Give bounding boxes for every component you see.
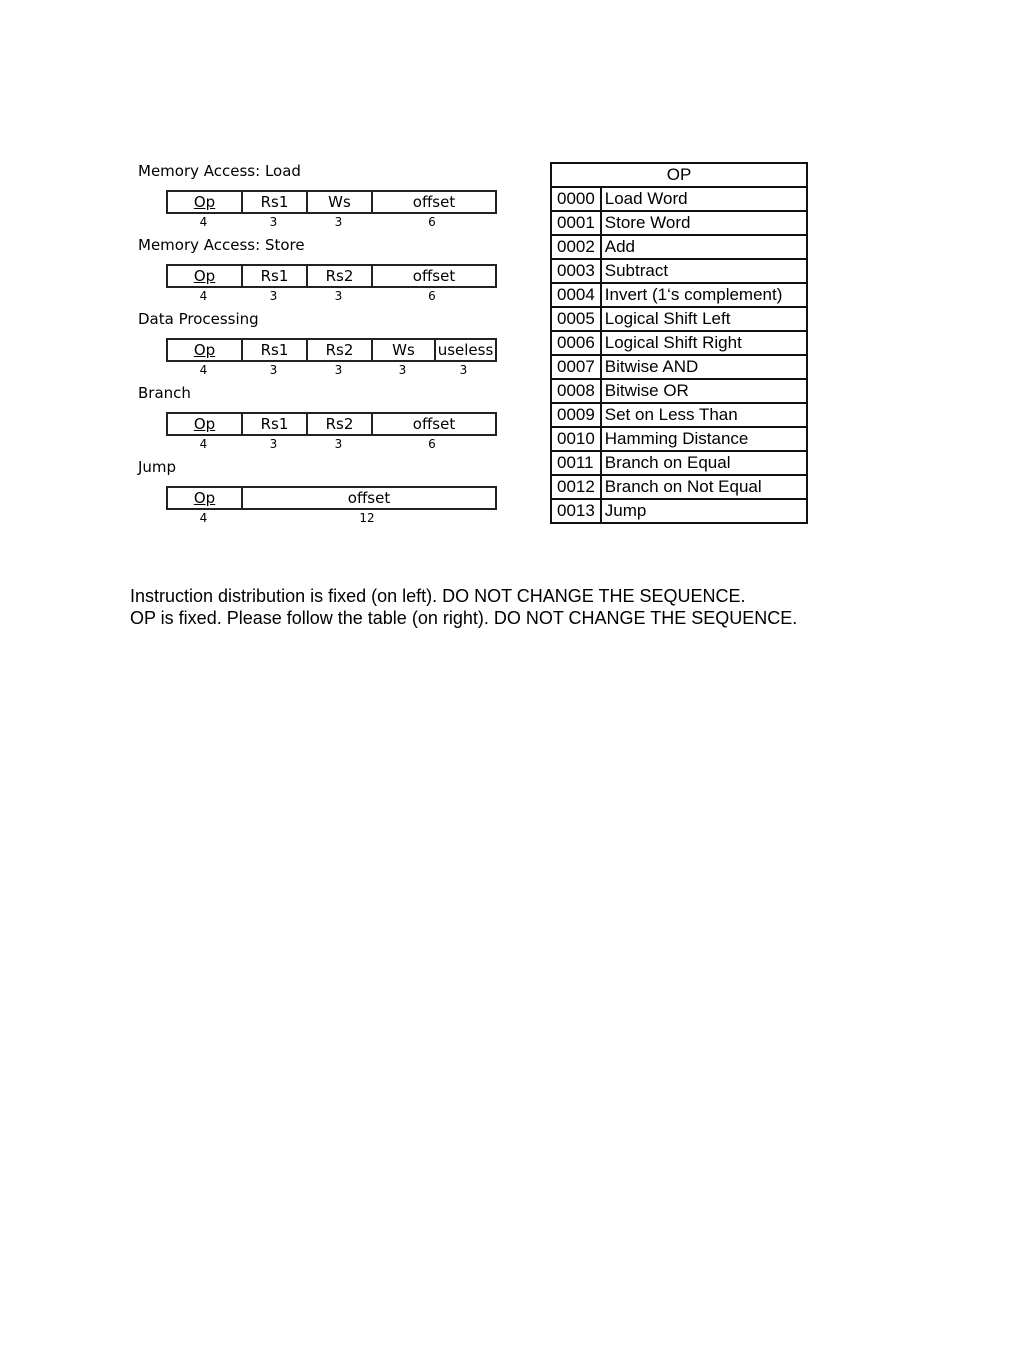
format-load: [138, 160, 508, 232]
bit-width: 4: [199, 437, 208, 451]
format-jump: [138, 456, 508, 528]
note-op: OP is fixed. Please follow the table (on right). DO NOT CHANGE THE SEQUENCE.: [130, 608, 798, 628]
op-code: 0013: [551, 499, 601, 523]
field-op: Op: [168, 340, 243, 360]
bit-width: 4: [199, 215, 208, 229]
op-code: 0004: [551, 283, 601, 307]
op-code: 0000: [551, 187, 601, 211]
bit-width: 4: [199, 511, 208, 525]
instruction-notes: [130, 585, 797, 629]
field-rs2: Rs2: [308, 414, 373, 434]
bit-width: 3: [269, 363, 278, 377]
bit-width: 3: [334, 289, 343, 303]
bits-row: [166, 436, 497, 454]
table-row: [551, 475, 807, 499]
field-rs2: Rs2: [308, 340, 373, 360]
field-row: [166, 264, 497, 288]
table-row: [551, 403, 807, 427]
instruction-formats: [138, 160, 508, 528]
op-table-header: OP: [551, 163, 807, 187]
op-name: Bitwise AND: [601, 355, 807, 379]
field-offset: offset: [412, 415, 456, 433]
field-rs1: Rs1: [243, 340, 308, 360]
op-code: 0008: [551, 379, 601, 403]
format-title: Branch: [138, 384, 191, 402]
table-row: [551, 259, 807, 283]
op-name: Subtract: [601, 259, 807, 283]
op-code: 0001: [551, 211, 601, 235]
bit-width: 3: [334, 215, 343, 229]
table-row: [551, 307, 807, 331]
op-name: Logical Shift Left: [601, 307, 807, 331]
table-row: [551, 187, 807, 211]
field-offset: offset: [347, 489, 391, 507]
op-code: 0012: [551, 475, 601, 499]
table-row: [551, 283, 807, 307]
bit-width: 12: [359, 511, 375, 525]
field-op: Op: [168, 266, 243, 286]
op-name: Hamming Distance: [601, 427, 807, 451]
field-offset: offset: [412, 193, 456, 211]
format-title: Memory Access: Load: [138, 162, 301, 180]
op-name: Store Word: [601, 211, 807, 235]
field-row: [166, 338, 497, 362]
format-title: Data Processing: [138, 310, 259, 328]
table-row: [551, 235, 807, 259]
op-code: 0007: [551, 355, 601, 379]
field-rs1: Rs1: [243, 192, 308, 212]
op-code: 0009: [551, 403, 601, 427]
bits-row: [166, 510, 497, 528]
op-name: Invert (1‘s complement): [601, 283, 807, 307]
note-distribution: Instruction distribution is fixed (on left). DO NOT CHANGE THE SEQUENCE.: [130, 586, 746, 606]
bit-width: 3: [334, 363, 343, 377]
bit-width: 4: [199, 289, 208, 303]
op-code: 0005: [551, 307, 601, 331]
op-name: Bitwise OR: [601, 379, 807, 403]
table-row: [551, 451, 807, 475]
op-code: 0006: [551, 331, 601, 355]
field-rs2: Rs2: [308, 266, 373, 286]
field-ws: Ws: [373, 340, 436, 360]
format-data-processing: [138, 308, 508, 380]
bit-width: 3: [269, 437, 278, 451]
bit-width: 3: [398, 363, 407, 377]
table-row: [551, 499, 807, 523]
field-ws: Ws: [308, 192, 373, 212]
op-table-header-row: [551, 163, 807, 187]
format-title: Memory Access: Store: [138, 236, 305, 254]
op-code: 0002: [551, 235, 601, 259]
table-row: [551, 379, 807, 403]
table-row: [551, 211, 807, 235]
field-op: Op: [168, 488, 243, 508]
bit-width: 3: [269, 289, 278, 303]
op-code: 0010: [551, 427, 601, 451]
bit-width: 6: [428, 437, 436, 451]
bits-row: [166, 214, 497, 232]
op-code: 0003: [551, 259, 601, 283]
bit-width: 3: [459, 363, 468, 377]
field-rs1: Rs1: [243, 266, 308, 286]
field-row: [166, 412, 497, 436]
format-branch: [138, 382, 508, 454]
table-row: [551, 427, 807, 451]
field-op: Op: [168, 414, 243, 434]
field-rs1: Rs1: [243, 414, 308, 434]
field-useless: useless: [437, 341, 494, 359]
op-name: Jump: [601, 499, 807, 523]
bit-width: 3: [334, 437, 343, 451]
op-name: Branch on Equal: [601, 451, 807, 475]
field-op: Op: [168, 192, 243, 212]
field-offset: offset: [412, 267, 456, 285]
bit-width: 3: [269, 215, 278, 229]
op-name: Branch on Not Equal: [601, 475, 807, 499]
op-name: Logical Shift Right: [601, 331, 807, 355]
table-row: [551, 331, 807, 355]
bit-width: 4: [199, 363, 208, 377]
table-row: [551, 355, 807, 379]
op-code: 0011: [551, 451, 601, 475]
field-row: [166, 486, 497, 510]
format-store: [138, 234, 508, 306]
bits-row: [166, 288, 497, 306]
op-name: Set on Less Than: [601, 403, 807, 427]
field-row: [166, 190, 497, 214]
bit-width: 6: [428, 289, 436, 303]
op-name: Load Word: [601, 187, 807, 211]
bits-row: [166, 362, 497, 380]
op-name: Add: [601, 235, 807, 259]
op-table: [550, 162, 808, 524]
format-title: Jump: [138, 458, 177, 476]
bit-width: 6: [428, 215, 436, 229]
